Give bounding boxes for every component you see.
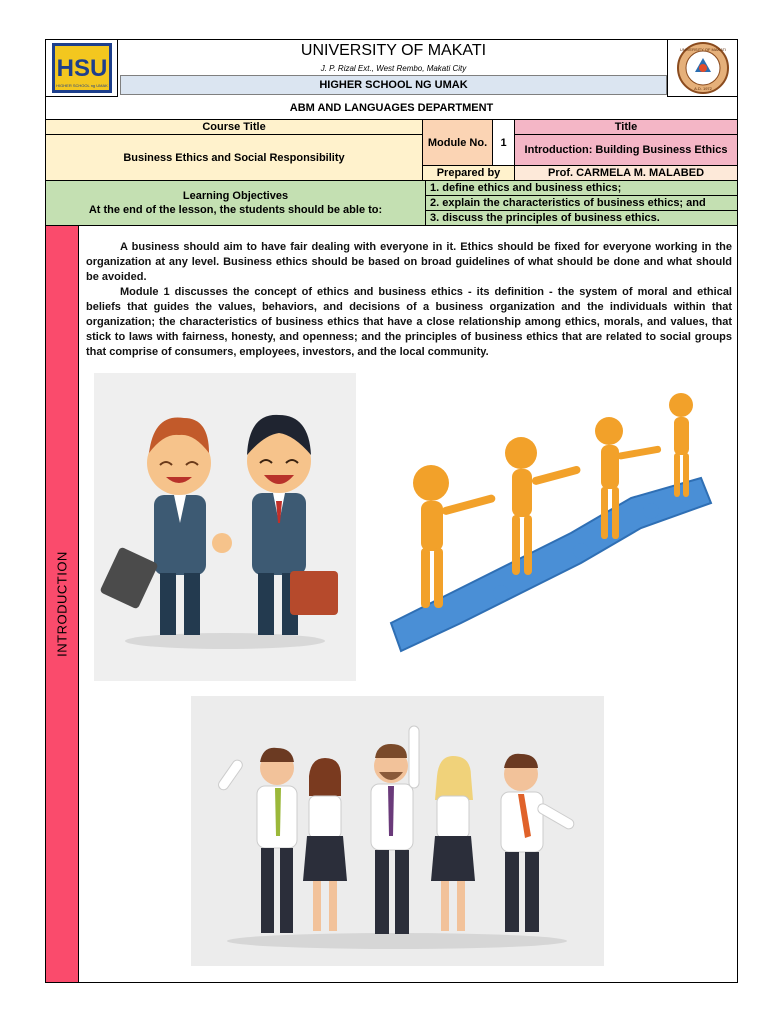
intro-paragraph-2: Module 1 discusses the concept of ethics and business ethics - its definition - the system of moral and ethical beliefs that guides the values, behaviors, and decisions of a business organization and the individuals within that organization; the characteristics of business ethics that have a close relationship among ethics, morals, and values, that stick to laws with fairness, honesty, and openness; and the principles of business ethics that are related to social groups that comprise of consumers, employees, investors, and the local community. xyxy=(86,286,732,358)
school-name-bar: HIGHER SCHOOL NG UMAK xyxy=(120,75,667,95)
handshake-illustration xyxy=(94,373,356,681)
module-page xyxy=(45,39,738,983)
university-name: UNIVERSITY OF MAKATI xyxy=(300,42,487,59)
introduction-side-label xyxy=(46,226,79,982)
objectives-heading: Learning Objectives xyxy=(182,190,289,202)
hsu-logo xyxy=(46,40,118,97)
objective-item-1: 1. define ethics and business ethics; xyxy=(426,181,737,196)
seal-text: UNIVERSITY OF MAKATI xyxy=(679,47,726,52)
prepared-by-label: Prepared by xyxy=(423,165,515,180)
module-no-value: 1 xyxy=(493,120,515,165)
seal-year: A.D. 1972 xyxy=(693,86,712,91)
introduction-text xyxy=(86,240,732,360)
university-address: J. P. Rizal Ext., West Rembo, Makati City xyxy=(320,63,467,73)
objectives-subheading: At the end of the lesson, the students should be able to: xyxy=(88,204,383,216)
department-title: ABM AND LANGUAGES DEPARTMENT xyxy=(46,97,737,120)
seal-graphic xyxy=(675,42,731,94)
prepared-by-value: Prof. CARMELA M. MALABED xyxy=(515,165,737,180)
celebrating-team-illustration xyxy=(191,696,604,966)
hsu-logo-graphic xyxy=(52,43,112,93)
divider xyxy=(46,225,737,226)
objective-item-3: 3. discuss the principles of business ethics. xyxy=(426,211,737,225)
intro-paragraph-1: A business should aim to have fair dealing with everyone in it. Ethics should be fixed for everyone working in the organization at any level. Business ethics should be based on broad guidelines of what should be done and what should be avoided. xyxy=(86,241,732,283)
teamwork-puzzle-illustration xyxy=(381,383,716,663)
title-value: Introduction: Building Business Ethics xyxy=(515,135,737,165)
umak-seal xyxy=(667,40,737,97)
hsu-logo-subtext: HIGHER SCHOOL ng UMAK xyxy=(55,83,108,88)
module-no-label: Module No. xyxy=(423,120,493,165)
learning-objectives-label xyxy=(46,181,426,225)
objective-item-2: 2. explain the characteristics of business ethics; and xyxy=(426,196,737,211)
hsu-logo-text: HSU xyxy=(56,55,107,82)
course-title-value: Business Ethics and Social Responsibility xyxy=(46,135,423,180)
course-title-label: Course Title xyxy=(46,120,423,135)
introduction-label-text: INTRODUCTION xyxy=(54,551,70,657)
title-label: Title xyxy=(515,120,737,135)
